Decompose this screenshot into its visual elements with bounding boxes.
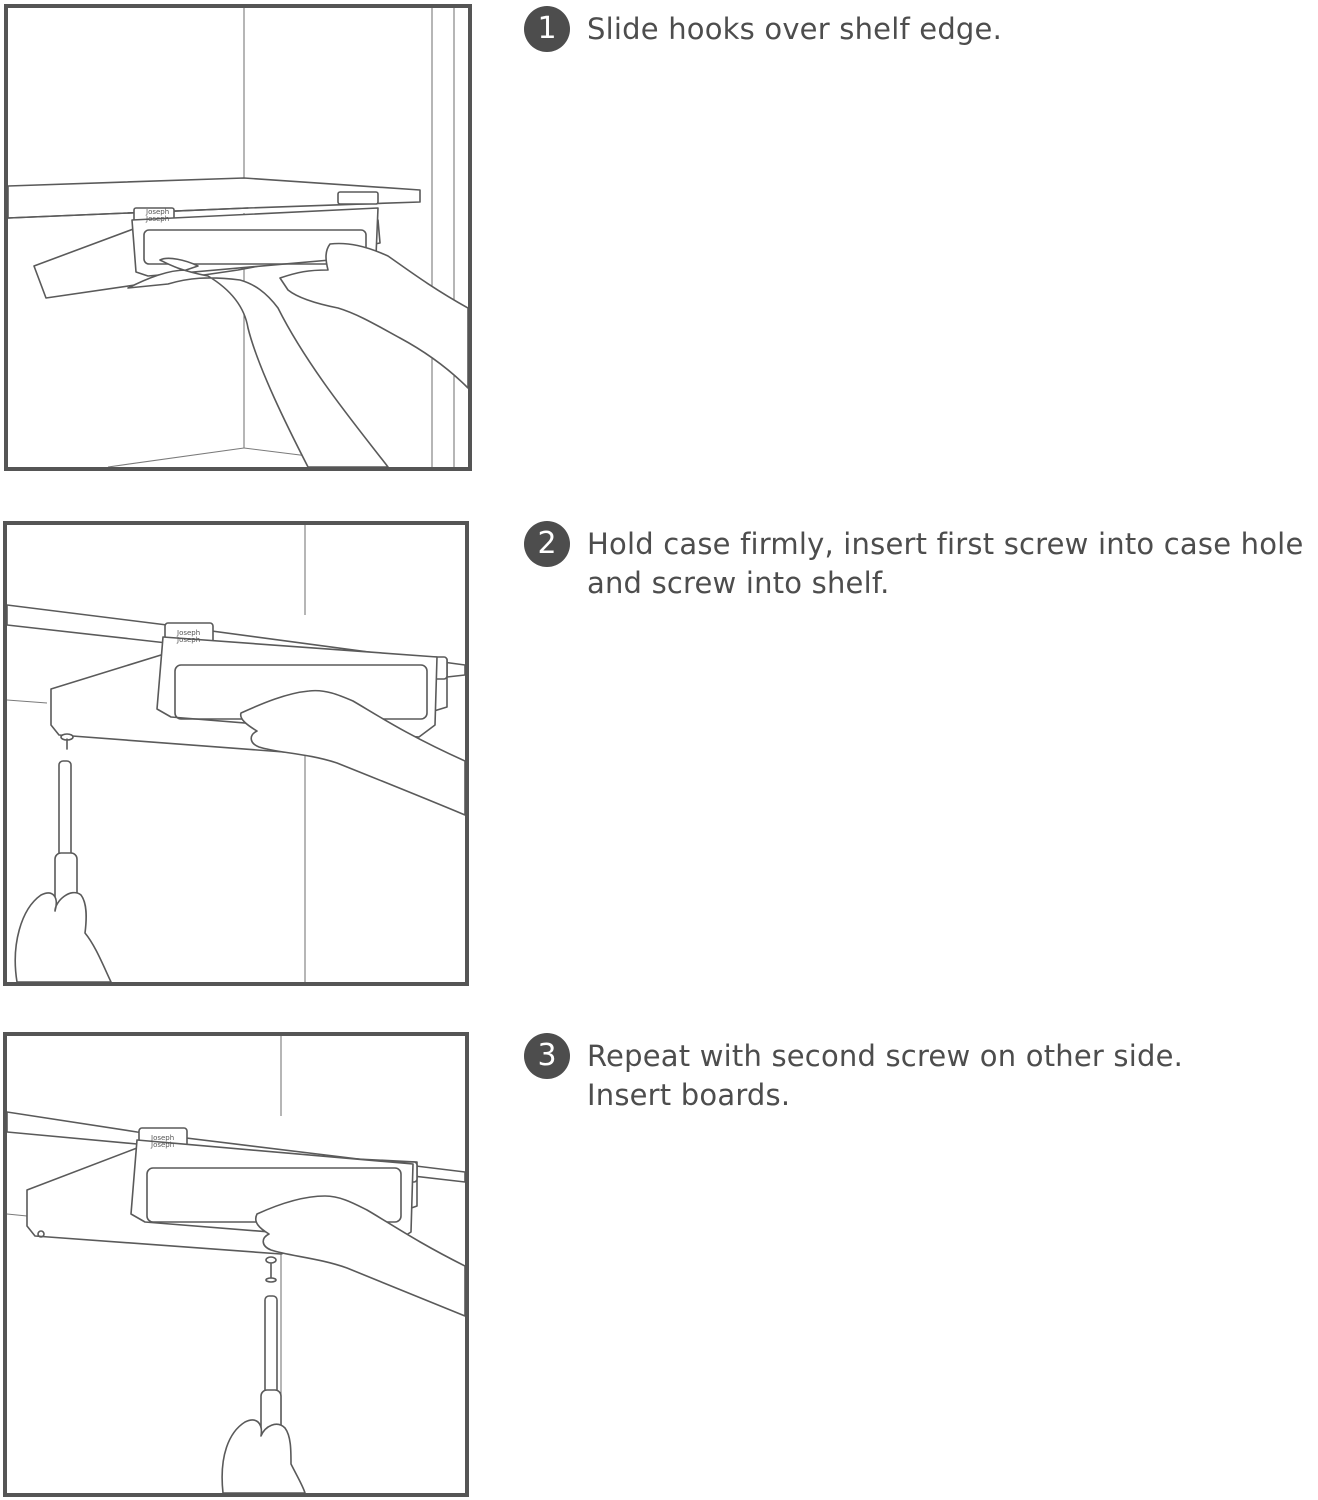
step-instruction-line: Repeat with second screw on other side. (587, 1039, 1184, 1073)
step-instruction-line: and screw into shelf. (587, 566, 890, 600)
step-instruction (587, 10, 1317, 49)
step-2-illustration (3, 521, 469, 986)
brand-logo-second: Joseph (151, 1141, 175, 1149)
step-number-badge: 1 (524, 6, 570, 52)
step-instruction-line: Hold case firmly, insert first screw into case hole (587, 527, 1304, 561)
step-3-illustration (3, 1032, 469, 1497)
instruction-step-2 (0, 515, 1318, 995)
step-number-badge: 3 (524, 1033, 570, 1079)
first-screw-illustration (7, 525, 465, 982)
step-number-badge: 2 (524, 521, 570, 567)
shelf-hooks-illustration (8, 8, 468, 467)
brand-logo-second: Joseph (146, 215, 170, 223)
instruction-step-3 (0, 1027, 1318, 1500)
brand-logo-second: Joseph (177, 636, 201, 644)
instruction-step-1 (0, 0, 1318, 480)
step-instruction (587, 1037, 1317, 1115)
brand-logo: Joseph (146, 208, 170, 216)
step-instruction-line: Insert boards. (587, 1078, 791, 1112)
step-instruction (587, 525, 1317, 603)
brand-logo: Joseph (177, 629, 201, 637)
brand-logo: Joseph (151, 1134, 175, 1142)
step-1-illustration (4, 4, 472, 471)
second-screw-illustration (7, 1036, 465, 1493)
step-instruction-line: Slide hooks over shelf edge. (587, 12, 1002, 46)
